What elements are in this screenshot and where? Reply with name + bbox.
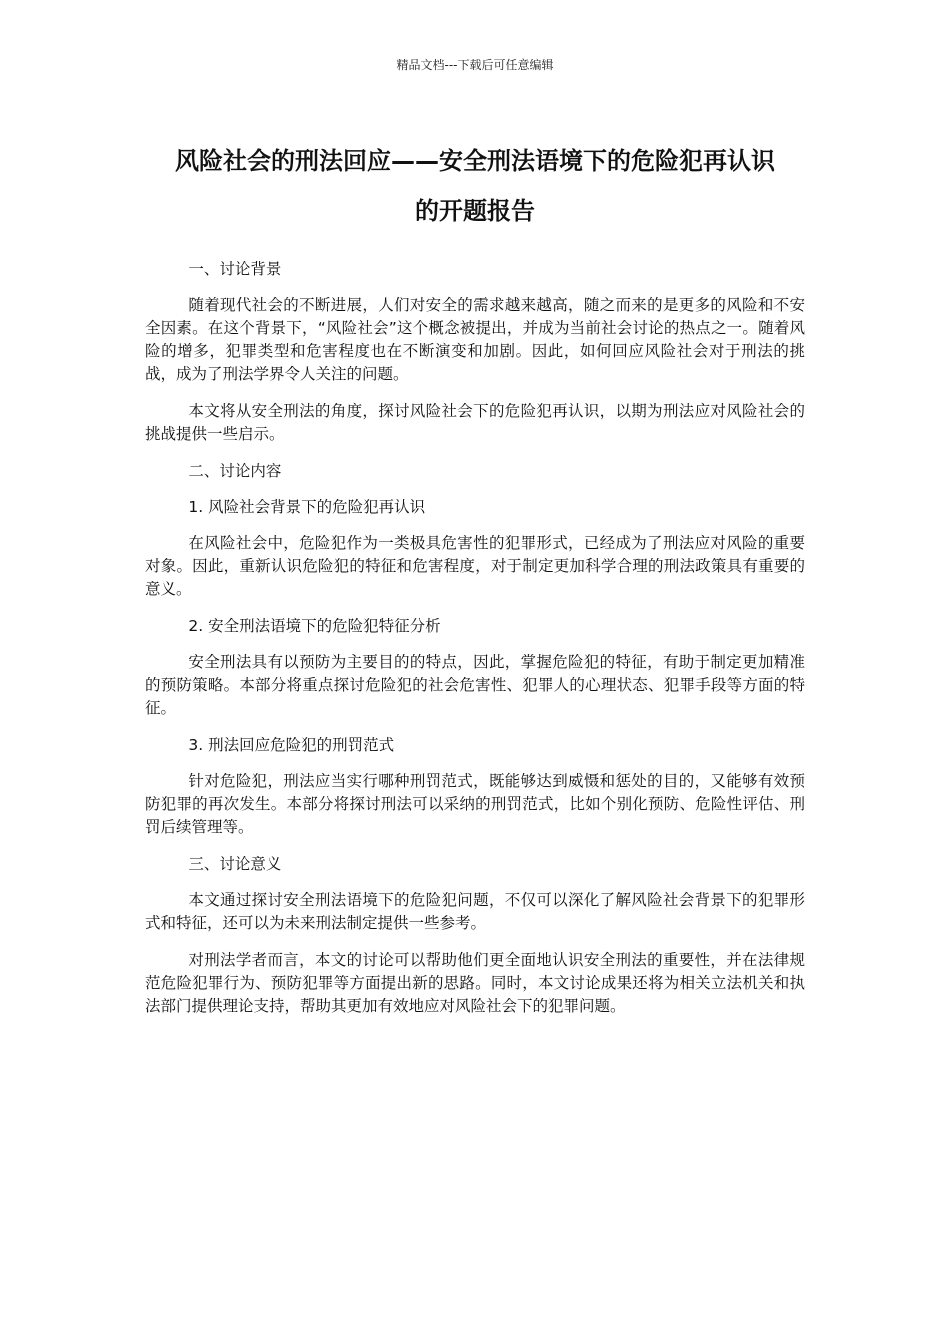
title-line-1: 风险社会的刑法回应——安全刑法语境下的危险犯再认识	[175, 147, 775, 175]
subsection-heading-1: 1. 风险社会背景下的危险犯再认识	[188, 498, 426, 516]
paragraph-subsection-3: 针对危险犯，刑法应当实行哪种刑罚范式，既能够达到威慑和惩处的目的，又能够有效预防犯罪的再次发生。本部分将探讨刑法可以采纳的刑罚范式，比如个别化预防、危险性评估、刑罚后续管理等。	[145, 772, 805, 836]
document-title	[145, 136, 805, 236]
subsection-heading-3: 3. 刑法回应危险犯的刑罚范式	[188, 736, 395, 754]
section-heading-significance: 三、讨论意义	[188, 855, 282, 873]
paragraph-significance-2: 对刑法学者而言，本文的讨论可以帮助他们更全面地认识安全刑法的重要性，并在法律规范危险犯罪行为、预防犯罪等方面提出新的思路。同时，本文讨论成果还将为相关立法机关和执法部门提供理论支持，帮助其更加有效地应对风险社会下的犯罪问题。	[145, 951, 805, 1015]
title-line-2: 的开题报告	[415, 197, 535, 225]
section-heading-content: 二、讨论内容	[188, 462, 282, 480]
paragraph-significance-1: 本文通过探讨安全刑法语境下的危险犯问题，不仅可以深化了解风险社会背景下的犯罪形式和特征，还可以为未来刑法制定提供一些参考。	[145, 891, 805, 932]
paragraph-subsection-2: 安全刑法具有以预防为主要目的的特点，因此，掌握危险犯的特征，有助于制定更加精准的预防策略。本部分将重点探讨危险犯的社会危害性、犯罪人的心理状态、犯罪手段等方面的特征。	[145, 653, 805, 717]
paragraph-background-2: 本文将从安全刑法的角度，探讨风险社会下的危险犯再认识，以期为刑法应对风险社会的挑战提供一些启示。	[145, 402, 805, 443]
paragraph-background-1: 随着现代社会的不断进展，人们对安全的需求越来越高，随之而来的是更多的风险和不安全因素。在这个背景下，“风险社会”这个概念被提出，并成为当前社会讨论的热点之一。随着风险的增多，犯罪类型和危害程度也在不断演变和加剧。因此，如何回应风险社会对于刑法的挑战，成为了刑法学界令人关注的问题。	[145, 296, 805, 383]
document-body	[145, 258, 805, 1032]
paragraph-subsection-1: 在风险社会中，危险犯作为一类极具危害性的犯罪形式，已经成为了刑法应对风险的重要对象。因此，重新认识危险犯的特征和危害程度，对于制定更加科学合理的刑法政策具有重要的意义。	[145, 534, 805, 598]
subsection-heading-2: 2. 安全刑法语境下的危险犯特征分析	[188, 617, 441, 635]
section-heading-background: 一、讨论背景	[188, 260, 282, 278]
page-header: 精品文档---下载后可任意编辑	[396, 58, 554, 72]
